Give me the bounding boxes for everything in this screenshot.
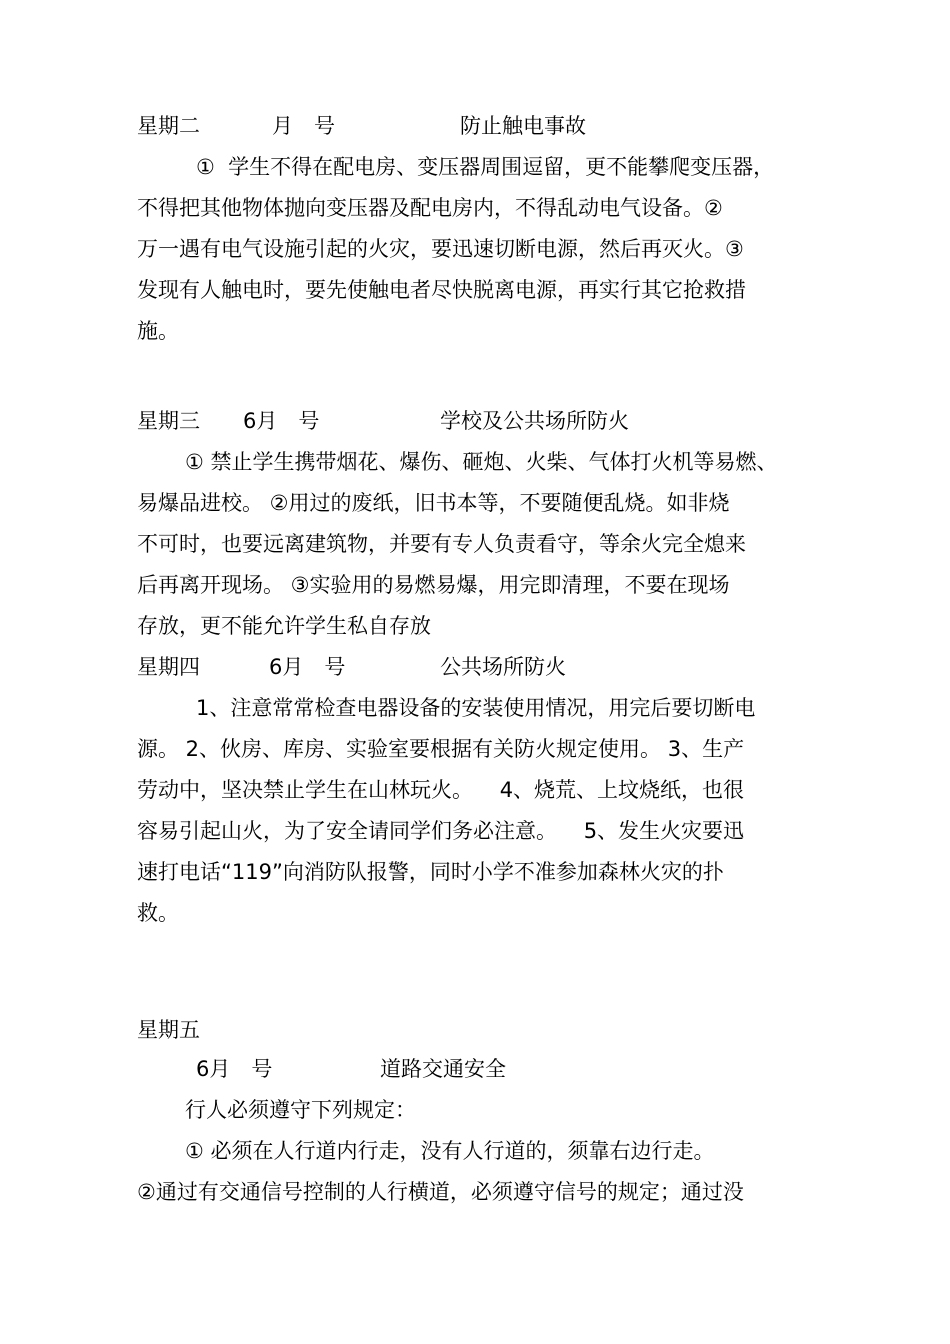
- section-2-date: 6月 号: [243, 409, 320, 433]
- section-1-line-3: 万一遇有电气设施引起的火灾，要迅速切断电源，然后再灭火。③: [137, 237, 744, 261]
- section-1-line-4: 发现有人触电时，要先使触电者尽快脱离电源，再实行其它抢救措: [137, 278, 746, 302]
- section-4-line-3: ②通过有交通信号控制的人行横道，必须遵守信号的规定；通过没: [137, 1180, 744, 1204]
- section-1-line-1: ① 学生不得在配电房、变压器周围逗留，更不能攀爬变压器，: [196, 155, 775, 179]
- section-4-line-2: ① 必须在人行道内行走，没有人行道的，须靠右边行走。: [185, 1139, 715, 1163]
- section-4-title: 道路交通安全: [380, 1057, 506, 1081]
- section-3-line-3: 劳动中，坚决禁止学生在山林玩火。 4、烧荒、上坟烧纸，也很: [137, 778, 745, 802]
- section-2-line-3: 不可时，也要远离建筑物，并要有专人负责看守，等余火完全熄来: [137, 532, 746, 556]
- section-1-title: 防止触电事故: [460, 114, 586, 138]
- section-3-line-4: 容易引起山火，为了安全请同学们务必注意。 5、发生火灾要迅: [137, 819, 745, 843]
- section-1-line-5: 施。: [137, 319, 179, 343]
- section-2-line-2: 易爆品进校。 ②用过的废纸，旧书本等，不要随便乱烧。如非烧: [137, 491, 730, 515]
- section-2-day: 星期三: [137, 409, 200, 433]
- section-2-title: 学校及公共场所防火: [440, 409, 629, 433]
- section-4-day: 星期五: [137, 1018, 200, 1042]
- section-3-line-6: 救。: [137, 901, 179, 925]
- section-2-line-4: 后再离开现场。 ③实验用的易燃易爆，用完即清理，不要在现场: [137, 573, 730, 597]
- section-2-line-1: ① 禁止学生携带烟花、爆伤、砸炮、火柴、气体打火机等易燃、: [185, 450, 778, 474]
- section-3-line-5: 速打电话“119”向消防队报警，同时小学不准参加森林火灾的扑: [137, 860, 724, 884]
- section-3-line-2: 源。 2、伙房、库房、实验室要根据有关防火规定使用。 3、生产: [137, 737, 745, 761]
- section-3-title: 公共场所防火: [440, 655, 566, 679]
- section-2-line-5: 存放，更不能允许学生私自存放: [137, 614, 431, 638]
- section-1-line-2: 不得把其他物体抛向变压器及配电房内，不得乱动电气设备。②: [137, 196, 723, 220]
- section-1-date: 月 号: [272, 114, 335, 138]
- section-3-date: 6月 号: [269, 655, 346, 679]
- section-3-line-1: 1、注意常常检查电器设备的安装使用情况，用完后要切断电: [196, 696, 756, 720]
- section-4-date: 6月 号: [196, 1057, 273, 1081]
- section-4-line-1: 行人必须遵守下列规定：: [185, 1098, 416, 1122]
- section-3-day: 星期四: [137, 655, 200, 679]
- section-1-day: 星期二: [137, 114, 200, 138]
